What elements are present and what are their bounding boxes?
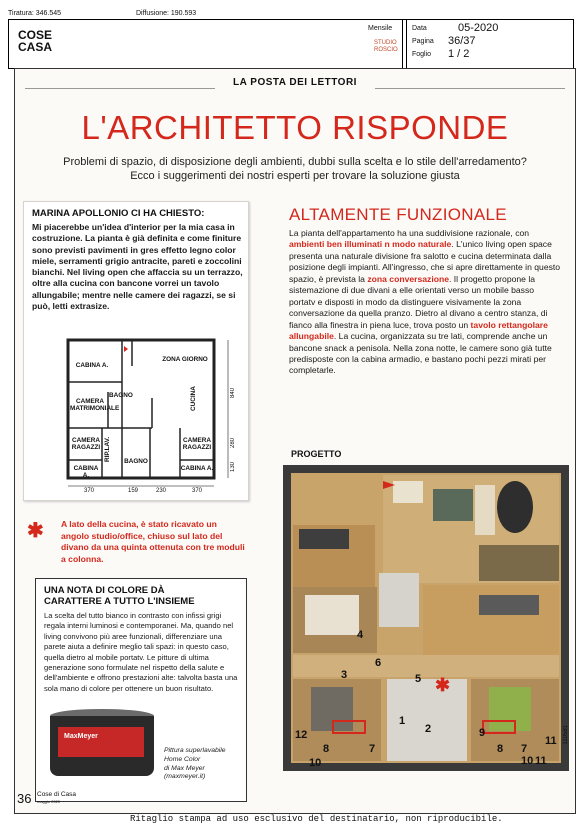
asterisk-icon: ✱ (27, 520, 44, 542)
publisher-line1: STUDIO (374, 40, 397, 46)
section-kicker: LA POSTA DEI LETTORI (233, 77, 357, 88)
floor-plan (32, 334, 244, 496)
magazine-page (14, 68, 576, 814)
plan-room-rip-lav: RIP.LAV. (104, 436, 111, 462)
project-number: 10 (309, 757, 322, 769)
side-code: 110581 (563, 725, 569, 745)
subtitle-line1: Problemi di spazio, di disposizione degli ambienti, dubbi sulla scelta e lo stile dell'arredamento? (63, 156, 527, 168)
color-note-heading (44, 585, 195, 607)
letter-heading: MARINA APOLLONIO CI HA CHIESTO: (32, 208, 205, 219)
publication-logo (18, 29, 52, 53)
disclaimer: Ritaglio stampa ad uso esclusivo del destinatario, non riproducibile. (130, 814, 503, 824)
letter-text: Mi piacerebbe un'idea d'interior per la mia casa in costruzione. La pianta è già definita e come finiture sono previsti pavimenti in gres effetto legno color miele, serramenti grigio antracite, pareti e zoccolini bianchi. Nel living open che affaccia su un terrazzo, oltre alla cucina con bancone vorrei un tavolo allungabile; mentre nelle camere dei ragazzi, se si può, letti extrasize. (32, 222, 243, 312)
project-number: 11 (545, 735, 557, 747)
dim-bottom-3: 230 (156, 488, 167, 494)
project-number: 6 (375, 657, 382, 669)
color-note-heading-line2: CARATTERE A TUTTO L'INSIEME (44, 596, 195, 607)
project-number: 5 (415, 673, 422, 685)
answer-highlight-2: zona conversazione (367, 273, 450, 284)
answer-p3: . Il progetto propone la sistemazione di due divani a elle orientati verso un mobile basso portatv e disposti in modo da distinguere visivamente la zona conversazione da quella pranzo. Dietro al divano a centro stanza, di fianco alla finestra in piena luce, trova posto un (289, 273, 548, 330)
plan-room-zona-giorno: ZONA GIORNO (162, 356, 208, 363)
caption-line1: Pittura superlavabile (164, 747, 226, 754)
pagina-label: Pagina (412, 38, 434, 45)
project-number: 8 (497, 743, 504, 755)
foglio-value: 1 / 2 (448, 48, 470, 60)
project-number: 11 (535, 755, 547, 767)
project-number: 10 (521, 755, 534, 767)
plan-room-bagno-2: BAGNO (124, 458, 148, 465)
plan-room-cabina-3: CABINA A. (180, 465, 214, 472)
caption-line4: (maxmeyer.it) (164, 773, 206, 781)
publisher-logo (374, 40, 398, 54)
foglio-label: Foglio (412, 51, 432, 58)
plan-room-ragazzi-2: CAMERA RAGAZZI (182, 437, 212, 451)
plan-room-bagno-1: BAGNO (109, 392, 133, 399)
answer-text (289, 228, 561, 377)
answer-highlight-1: ambienti ben illuminati n modo naturale (289, 239, 452, 250)
color-note-text: La scelta del tutto bianco in contrasto con infissi grigi regala interni luminosi e contemporanei. Ma, quando nel living convivono più aree funzionali, differenziare una parete aiuta a definire meglio tali spazi: in questo caso, quella dietro al mobile portatv. Le pitture di ultima generazione sono formulate nel rispetto della salute e dell'ambiente e offrono prestazioni alte: talvolta basta una sola mano di colore per ottenere un buon risultato. (44, 611, 238, 693)
caption-line2: Home Color (164, 755, 201, 763)
product-caption (164, 747, 226, 782)
diffusione: Diffusione: 190.593 (136, 10, 197, 17)
dim-bottom-1: 370 (84, 488, 95, 494)
footer-magazine-name: Cose di Casa (37, 791, 77, 798)
article-subtitle (15, 155, 575, 183)
footer-issue: maggio 2020 (37, 799, 61, 804)
periodicity: Mensile (368, 25, 393, 32)
article-title: L'ARCHITETTO RISPONDE (81, 109, 509, 146)
project-number: 12 (295, 729, 308, 741)
answer-p1: La pianta dell'appartamento ha una suddivisione razionale, con (289, 228, 530, 238)
project-asterisk-icon: ✱ (435, 675, 451, 695)
pagina-value: 36/37 (448, 35, 476, 47)
plan-room-cabina-1: CABINA A. (75, 362, 109, 369)
dim-right-3: 130 (230, 462, 236, 473)
entrance-arrow-icon (124, 346, 128, 352)
dim-right-2: 280 (230, 438, 236, 449)
project-number: 7 (521, 743, 528, 755)
plan-room-cabina-2: CABINA A. (73, 465, 99, 479)
letter-card (23, 201, 249, 501)
project-label: PROGETTO (291, 449, 342, 459)
data-label: Data (412, 25, 427, 32)
logo-line1: COSE (18, 28, 53, 42)
plan-room-matrimoniale: CAMERA MATRIMONIALE (70, 398, 120, 412)
project-number: 7 (369, 743, 376, 755)
project-rendering (283, 465, 569, 771)
answer-p2: . L'unico living open space presenta una naturale divisione fra salotto e cucina determinata dalla posizione degli impianti. All'ingresso, che si apre direttamente in questo spazio, è prevista la (289, 239, 561, 284)
logo-line2: CASA (18, 40, 53, 54)
color-note-box (35, 578, 247, 802)
page-number: 36 (17, 791, 32, 806)
answer-p4: . La cucina, organizzata su tre lati, comprende anche un bancone snack a penisola. Nella zona notte, le camere sono già tutte predisposte con la cabina armadio, e bastano pochi pezzi mirati per completarle. (289, 331, 552, 376)
footer-magazine (37, 791, 76, 805)
publisher-line2: ROSCIO (374, 47, 398, 53)
project-number: 8 (323, 743, 330, 755)
color-note-heading-line1: UNA NOTA DI COLORE DÀ (44, 585, 165, 596)
plan-room-ragazzi-1: CAMERA RAGAZZI (71, 437, 101, 451)
project-number: 1 (399, 715, 406, 727)
callout-text: A lato della cucina, è stato ricavato un angolo studio/office, chiuso sul lato del divano da una quinta ottenuta con tre moduli a colonna. (61, 519, 245, 564)
dim-bottom-2: 159 (128, 488, 139, 494)
tiratura: Tiratura: 346.545 (8, 10, 62, 17)
project-number: 4 (357, 629, 364, 641)
dim-right-1: 840 (230, 388, 236, 399)
data-value: 05-2020 (458, 22, 499, 34)
project-number: 3 (341, 669, 348, 681)
subtitle-line2: Ecco i suggerimenti dei nostri esperti per trovare la soluzione giusta (130, 170, 460, 182)
answer-heading: ALTAMENTE FUNZIONALE (289, 205, 507, 224)
caption-line3: di Max Meyer (164, 764, 205, 772)
dim-bottom-4: 370 (192, 488, 203, 494)
answer-highlight-3: tavolo rettangolare allungabile (289, 319, 548, 342)
project-number: 2 (425, 723, 432, 735)
project-number: 9 (479, 727, 486, 739)
product-brand: MaxMeyer (64, 733, 98, 740)
plan-room-cucina: CUCINA (190, 386, 197, 412)
paint-can-image (50, 709, 154, 783)
